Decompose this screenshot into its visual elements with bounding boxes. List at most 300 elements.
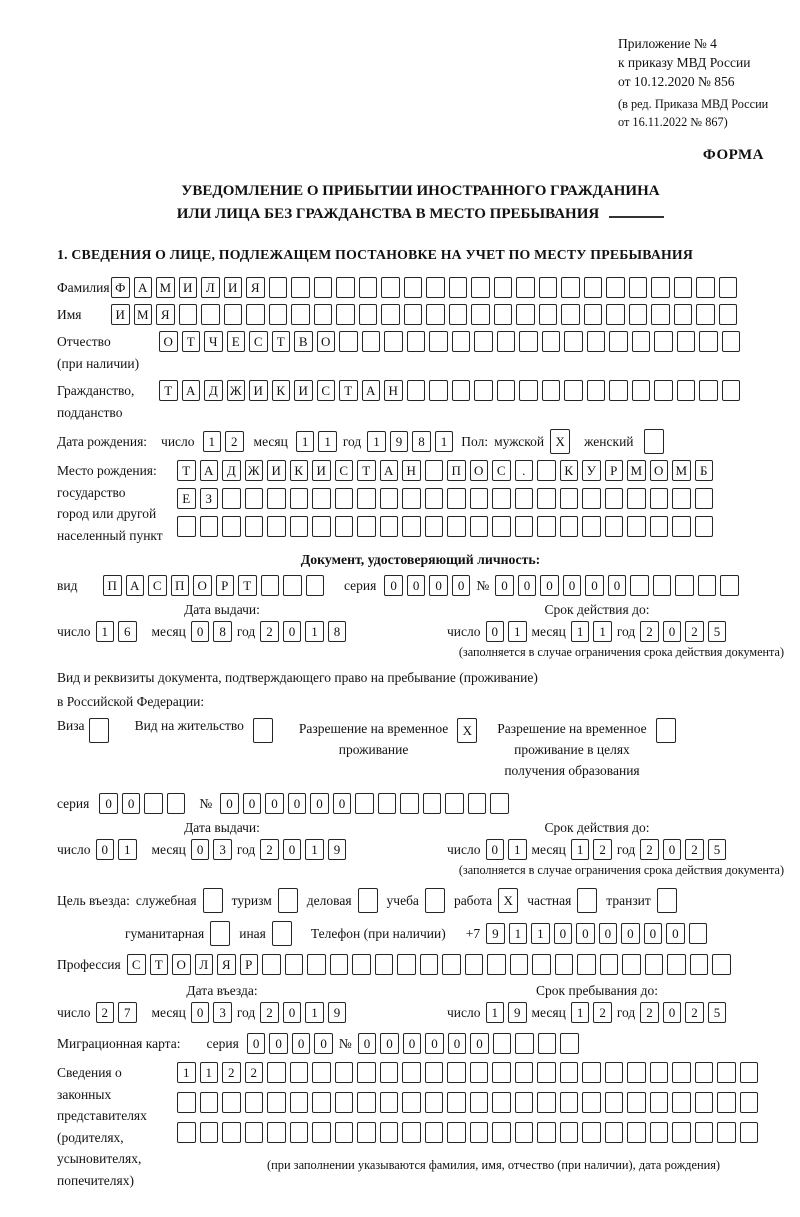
cell[interactable] bbox=[400, 793, 419, 814]
cell[interactable]: Я bbox=[217, 954, 236, 975]
cell[interactable] bbox=[203, 888, 223, 913]
cell[interactable]: И bbox=[179, 277, 198, 298]
cell[interactable]: 0 bbox=[663, 1002, 682, 1023]
purpose-other-checkbox[interactable] bbox=[272, 921, 292, 946]
cell[interactable]: 2 bbox=[225, 431, 244, 452]
cell[interactable]: Т bbox=[177, 460, 196, 481]
cell[interactable] bbox=[632, 380, 651, 401]
cell[interactable] bbox=[695, 1062, 714, 1083]
cell[interactable] bbox=[622, 954, 641, 975]
cell[interactable] bbox=[253, 718, 273, 743]
cell[interactable] bbox=[144, 793, 163, 814]
cell[interactable] bbox=[290, 488, 309, 509]
cell[interactable]: 0 bbox=[425, 1033, 444, 1054]
cell[interactable]: 0 bbox=[288, 793, 307, 814]
cell[interactable]: Р bbox=[216, 575, 235, 596]
cell[interactable]: X bbox=[498, 888, 518, 913]
cell[interactable]: 1 bbox=[367, 431, 386, 452]
cell[interactable] bbox=[447, 516, 466, 537]
birth-place-line3[interactable] bbox=[177, 516, 713, 537]
cell[interactable] bbox=[407, 380, 426, 401]
cell[interactable]: 2 bbox=[260, 1002, 279, 1023]
patronymic-input[interactable] bbox=[159, 331, 740, 352]
cell[interactable] bbox=[357, 1092, 376, 1113]
cell[interactable] bbox=[402, 1062, 421, 1083]
cell[interactable]: 0 bbox=[310, 793, 329, 814]
cell[interactable] bbox=[650, 1122, 669, 1143]
cell[interactable] bbox=[537, 516, 556, 537]
stay-day[interactable] bbox=[486, 1002, 527, 1023]
cell[interactable]: И bbox=[249, 380, 268, 401]
cell[interactable]: 1 bbox=[435, 431, 454, 452]
cell[interactable] bbox=[516, 277, 535, 298]
cell[interactable] bbox=[312, 1062, 331, 1083]
cell[interactable] bbox=[381, 277, 400, 298]
cell[interactable]: 0 bbox=[576, 923, 595, 944]
residence-permit-checkbox[interactable] bbox=[253, 718, 273, 743]
cell[interactable] bbox=[167, 793, 186, 814]
cell[interactable]: 0 bbox=[448, 1033, 467, 1054]
cell[interactable]: Л bbox=[195, 954, 214, 975]
cell[interactable] bbox=[267, 1092, 286, 1113]
purpose-tourism-checkbox[interactable] bbox=[278, 888, 298, 913]
cell[interactable] bbox=[582, 488, 601, 509]
cell[interactable] bbox=[560, 1092, 579, 1113]
cell[interactable] bbox=[222, 1092, 241, 1113]
cell[interactable] bbox=[487, 954, 506, 975]
edu-permit-checkbox[interactable] bbox=[656, 718, 676, 743]
birth-year-input[interactable] bbox=[367, 431, 453, 452]
cell[interactable]: 1 bbox=[200, 1062, 219, 1083]
cell[interactable]: 0 bbox=[283, 1002, 302, 1023]
cell[interactable] bbox=[267, 516, 286, 537]
cell[interactable] bbox=[362, 331, 381, 352]
cell[interactable] bbox=[380, 1062, 399, 1083]
cell[interactable] bbox=[629, 277, 648, 298]
cell[interactable]: 0 bbox=[122, 793, 141, 814]
cell[interactable]: Т bbox=[357, 460, 376, 481]
cell[interactable]: И bbox=[294, 380, 313, 401]
purpose-humanitarian-checkbox[interactable] bbox=[210, 921, 230, 946]
cell[interactable] bbox=[445, 793, 464, 814]
cell[interactable] bbox=[542, 331, 561, 352]
cell[interactable] bbox=[200, 1122, 219, 1143]
cell[interactable]: 8 bbox=[412, 431, 431, 452]
cell[interactable]: З bbox=[200, 488, 219, 509]
cell[interactable]: А bbox=[126, 575, 145, 596]
cell[interactable]: 0 bbox=[486, 839, 505, 860]
cell[interactable]: Т bbox=[159, 380, 178, 401]
cell[interactable] bbox=[425, 488, 444, 509]
cell[interactable]: 9 bbox=[486, 923, 505, 944]
cell[interactable]: 0 bbox=[495, 575, 514, 596]
cell[interactable]: 8 bbox=[213, 621, 232, 642]
cell[interactable] bbox=[378, 793, 397, 814]
cell[interactable] bbox=[582, 1062, 601, 1083]
cell[interactable]: 0 bbox=[486, 621, 505, 642]
residence-valid-month[interactable] bbox=[571, 839, 612, 860]
cell[interactable] bbox=[314, 304, 333, 325]
cell[interactable]: 1 bbox=[571, 1002, 590, 1023]
cell[interactable]: Д bbox=[204, 380, 223, 401]
cell[interactable] bbox=[306, 575, 325, 596]
cell[interactable] bbox=[447, 1092, 466, 1113]
surname-input[interactable] bbox=[111, 277, 737, 298]
cell[interactable] bbox=[515, 1033, 534, 1054]
cell[interactable]: 0 bbox=[283, 839, 302, 860]
cell[interactable]: К bbox=[290, 460, 309, 481]
purpose-work-checkbox[interactable] bbox=[498, 888, 518, 913]
cell[interactable]: Т bbox=[238, 575, 257, 596]
cell[interactable] bbox=[538, 1033, 557, 1054]
cell[interactable] bbox=[577, 888, 597, 913]
cell[interactable] bbox=[537, 460, 556, 481]
cell[interactable] bbox=[224, 304, 243, 325]
cell[interactable]: 2 bbox=[260, 839, 279, 860]
cell[interactable]: 2 bbox=[685, 839, 704, 860]
cell[interactable]: К bbox=[272, 380, 291, 401]
cell[interactable]: С bbox=[317, 380, 336, 401]
cell[interactable]: 9 bbox=[328, 839, 347, 860]
cell[interactable] bbox=[222, 488, 241, 509]
cell[interactable] bbox=[179, 304, 198, 325]
cell[interactable] bbox=[261, 575, 280, 596]
residence-valid-day[interactable] bbox=[486, 839, 527, 860]
cell[interactable] bbox=[471, 277, 490, 298]
cell[interactable]: Т bbox=[150, 954, 169, 975]
cell[interactable] bbox=[515, 488, 534, 509]
cell[interactable] bbox=[210, 921, 230, 946]
cell[interactable] bbox=[470, 1092, 489, 1113]
cell[interactable]: 0 bbox=[407, 575, 426, 596]
migration-number-input[interactable] bbox=[358, 1033, 579, 1054]
cell[interactable]: О bbox=[317, 331, 336, 352]
cell[interactable] bbox=[429, 331, 448, 352]
cell[interactable] bbox=[720, 575, 739, 596]
cell[interactable] bbox=[584, 277, 603, 298]
cell[interactable] bbox=[492, 488, 511, 509]
cell[interactable] bbox=[650, 1092, 669, 1113]
cell[interactable] bbox=[357, 488, 376, 509]
cell[interactable] bbox=[359, 304, 378, 325]
cell[interactable] bbox=[672, 1062, 691, 1083]
cell[interactable] bbox=[719, 277, 738, 298]
cell[interactable]: Т bbox=[182, 331, 201, 352]
cell[interactable] bbox=[717, 1062, 736, 1083]
cell[interactable] bbox=[357, 1062, 376, 1083]
cell[interactable] bbox=[645, 954, 664, 975]
cell[interactable]: 0 bbox=[429, 575, 448, 596]
cell[interactable] bbox=[650, 516, 669, 537]
cell[interactable] bbox=[352, 954, 371, 975]
cell[interactable] bbox=[699, 380, 718, 401]
cell[interactable]: Ф bbox=[111, 277, 130, 298]
cell[interactable] bbox=[380, 1122, 399, 1143]
cell[interactable]: О bbox=[650, 460, 669, 481]
purpose-study-checkbox[interactable] bbox=[425, 888, 445, 913]
cell[interactable]: 2 bbox=[96, 1002, 115, 1023]
cell[interactable] bbox=[290, 1122, 309, 1143]
visa-checkbox[interactable] bbox=[89, 718, 109, 743]
cell[interactable] bbox=[537, 1122, 556, 1143]
cell[interactable] bbox=[606, 277, 625, 298]
entry-year[interactable] bbox=[260, 1002, 346, 1023]
cell[interactable] bbox=[290, 516, 309, 537]
cell[interactable] bbox=[497, 380, 516, 401]
cell[interactable] bbox=[429, 380, 448, 401]
cell[interactable] bbox=[494, 277, 513, 298]
cell[interactable] bbox=[627, 1062, 646, 1083]
purpose-private-checkbox[interactable] bbox=[577, 888, 597, 913]
cell[interactable]: 9 bbox=[390, 431, 409, 452]
cell[interactable]: 2 bbox=[640, 621, 659, 642]
cell[interactable]: А bbox=[362, 380, 381, 401]
cell[interactable]: 0 bbox=[380, 1033, 399, 1054]
cell[interactable] bbox=[675, 575, 694, 596]
cell[interactable]: И bbox=[111, 304, 130, 325]
cell[interactable] bbox=[689, 923, 708, 944]
residence-series-input[interactable] bbox=[99, 793, 185, 814]
cell[interactable] bbox=[654, 331, 673, 352]
phone-input[interactable] bbox=[486, 923, 707, 944]
cell[interactable] bbox=[740, 1122, 759, 1143]
cell[interactable]: 2 bbox=[640, 1002, 659, 1023]
residence-issue-month[interactable] bbox=[191, 839, 232, 860]
cell[interactable]: 0 bbox=[563, 575, 582, 596]
cell[interactable]: 1 bbox=[305, 839, 324, 860]
cell[interactable]: 1 bbox=[296, 431, 315, 452]
cell[interactable] bbox=[542, 380, 561, 401]
doc-issue-month[interactable] bbox=[191, 621, 232, 642]
cell[interactable] bbox=[426, 304, 445, 325]
cell[interactable]: 0 bbox=[333, 793, 352, 814]
cell[interactable] bbox=[629, 304, 648, 325]
cell[interactable] bbox=[357, 516, 376, 537]
cell[interactable] bbox=[470, 488, 489, 509]
cell[interactable]: 0 bbox=[314, 1033, 333, 1054]
cell[interactable]: А bbox=[182, 380, 201, 401]
cell[interactable] bbox=[515, 1122, 534, 1143]
cell[interactable] bbox=[537, 488, 556, 509]
cell[interactable] bbox=[677, 331, 696, 352]
cell[interactable] bbox=[561, 304, 580, 325]
firstname-input[interactable] bbox=[111, 304, 737, 325]
cell[interactable] bbox=[605, 488, 624, 509]
cell[interactable] bbox=[600, 954, 619, 975]
cell[interactable] bbox=[582, 1122, 601, 1143]
cell[interactable]: 2 bbox=[685, 621, 704, 642]
stay-year[interactable] bbox=[640, 1002, 726, 1023]
cell[interactable] bbox=[380, 488, 399, 509]
cell[interactable] bbox=[582, 516, 601, 537]
doc-valid-day[interactable] bbox=[486, 621, 527, 642]
cell[interactable]: 1 bbox=[508, 839, 527, 860]
cell[interactable]: М bbox=[672, 460, 691, 481]
cell[interactable] bbox=[470, 1062, 489, 1083]
cell[interactable] bbox=[719, 304, 738, 325]
cell[interactable] bbox=[380, 516, 399, 537]
cell[interactable] bbox=[402, 516, 421, 537]
cell[interactable]: С bbox=[335, 460, 354, 481]
cell[interactable] bbox=[672, 516, 691, 537]
cell[interactable] bbox=[357, 1122, 376, 1143]
residence-issue-year[interactable] bbox=[260, 839, 346, 860]
cell[interactable] bbox=[699, 331, 718, 352]
cell[interactable] bbox=[177, 516, 196, 537]
cell[interactable] bbox=[470, 516, 489, 537]
cell[interactable] bbox=[402, 1092, 421, 1113]
cell[interactable] bbox=[312, 488, 331, 509]
cell[interactable]: И bbox=[312, 460, 331, 481]
sex-female-checkbox[interactable] bbox=[644, 429, 664, 454]
cell[interactable] bbox=[696, 277, 715, 298]
cell[interactable]: 3 bbox=[213, 839, 232, 860]
cell[interactable]: П bbox=[447, 460, 466, 481]
cell[interactable] bbox=[674, 277, 693, 298]
birth-place-line2[interactable] bbox=[177, 488, 713, 509]
cell[interactable]: 0 bbox=[608, 575, 627, 596]
birth-place-line1[interactable] bbox=[177, 460, 713, 481]
cell[interactable] bbox=[470, 1122, 489, 1143]
cell[interactable] bbox=[492, 1092, 511, 1113]
cell[interactable] bbox=[654, 380, 673, 401]
residence-number-input[interactable] bbox=[220, 793, 509, 814]
cell[interactable]: 7 bbox=[118, 1002, 137, 1023]
cell[interactable] bbox=[493, 1033, 512, 1054]
cell[interactable] bbox=[490, 793, 509, 814]
cell[interactable] bbox=[519, 331, 538, 352]
cell[interactable] bbox=[672, 1122, 691, 1143]
cell[interactable] bbox=[404, 304, 423, 325]
cell[interactable]: И bbox=[224, 277, 243, 298]
cell[interactable] bbox=[516, 304, 535, 325]
cell[interactable]: С bbox=[148, 575, 167, 596]
cell[interactable] bbox=[605, 1122, 624, 1143]
cell[interactable] bbox=[560, 1062, 579, 1083]
cell[interactable]: У bbox=[582, 460, 601, 481]
cell[interactable]: 6 bbox=[118, 621, 137, 642]
cell[interactable]: П bbox=[103, 575, 122, 596]
cell[interactable] bbox=[245, 1092, 264, 1113]
cell[interactable] bbox=[426, 277, 445, 298]
cell[interactable]: 5 bbox=[708, 839, 727, 860]
cell[interactable] bbox=[425, 888, 445, 913]
cell[interactable] bbox=[402, 1122, 421, 1143]
cell[interactable]: С bbox=[127, 954, 146, 975]
cell[interactable]: А bbox=[200, 460, 219, 481]
cell[interactable]: О bbox=[470, 460, 489, 481]
cell[interactable] bbox=[442, 954, 461, 975]
cell[interactable] bbox=[519, 380, 538, 401]
cell[interactable]: 0 bbox=[292, 1033, 311, 1054]
cell[interactable] bbox=[657, 888, 677, 913]
doc-valid-year[interactable] bbox=[640, 621, 726, 642]
cell[interactable]: 0 bbox=[269, 1033, 288, 1054]
cell[interactable] bbox=[269, 277, 288, 298]
cell[interactable] bbox=[262, 954, 281, 975]
cell[interactable]: М bbox=[156, 277, 175, 298]
cell[interactable] bbox=[605, 516, 624, 537]
cell[interactable]: 0 bbox=[220, 793, 239, 814]
cell[interactable] bbox=[606, 304, 625, 325]
cell[interactable] bbox=[420, 954, 439, 975]
cell[interactable] bbox=[290, 1092, 309, 1113]
cell[interactable] bbox=[335, 1092, 354, 1113]
cell[interactable]: 0 bbox=[599, 923, 618, 944]
cell[interactable]: 5 bbox=[708, 1002, 727, 1023]
cell[interactable] bbox=[609, 380, 628, 401]
cell[interactable] bbox=[222, 516, 241, 537]
cell[interactable] bbox=[465, 954, 484, 975]
cell[interactable] bbox=[291, 304, 310, 325]
cell[interactable] bbox=[651, 304, 670, 325]
cell[interactable] bbox=[722, 331, 741, 352]
cell[interactable] bbox=[425, 1062, 444, 1083]
cell[interactable]: Б bbox=[695, 460, 714, 481]
purpose-transit-checkbox[interactable] bbox=[657, 888, 677, 913]
cell[interactable] bbox=[587, 380, 606, 401]
cell[interactable]: Е bbox=[177, 488, 196, 509]
cell[interactable] bbox=[677, 380, 696, 401]
cell[interactable]: 8 bbox=[328, 621, 347, 642]
cell[interactable] bbox=[336, 304, 355, 325]
cell[interactable] bbox=[560, 1122, 579, 1143]
cell[interactable] bbox=[672, 488, 691, 509]
cell[interactable] bbox=[515, 1062, 534, 1083]
cell[interactable]: 0 bbox=[540, 575, 559, 596]
cell[interactable] bbox=[336, 277, 355, 298]
cell[interactable] bbox=[200, 516, 219, 537]
cell[interactable]: Ж bbox=[245, 460, 264, 481]
cell[interactable] bbox=[712, 954, 731, 975]
cell[interactable]: 1 bbox=[593, 621, 612, 642]
cell[interactable] bbox=[561, 277, 580, 298]
cell[interactable] bbox=[397, 954, 416, 975]
representatives-line1[interactable] bbox=[177, 1062, 758, 1083]
cell[interactable]: Л bbox=[201, 277, 220, 298]
cell[interactable] bbox=[423, 793, 442, 814]
cell[interactable] bbox=[695, 488, 714, 509]
cell[interactable] bbox=[425, 1092, 444, 1113]
cell[interactable]: М bbox=[134, 304, 153, 325]
cell[interactable] bbox=[267, 1062, 286, 1083]
cell[interactable]: 1 bbox=[177, 1062, 196, 1083]
cell[interactable] bbox=[497, 331, 516, 352]
cell[interactable] bbox=[492, 516, 511, 537]
cell[interactable]: 0 bbox=[518, 575, 537, 596]
cell[interactable] bbox=[627, 488, 646, 509]
cell[interactable] bbox=[695, 1122, 714, 1143]
cell[interactable]: 1 bbox=[305, 621, 324, 642]
cell[interactable]: О bbox=[193, 575, 212, 596]
residence-valid-year[interactable] bbox=[640, 839, 726, 860]
cell[interactable]: 0 bbox=[283, 621, 302, 642]
cell[interactable] bbox=[404, 277, 423, 298]
cell[interactable] bbox=[200, 1092, 219, 1113]
cell[interactable] bbox=[335, 488, 354, 509]
cell[interactable]: К bbox=[560, 460, 579, 481]
cell[interactable] bbox=[312, 1122, 331, 1143]
cell[interactable] bbox=[584, 304, 603, 325]
cell[interactable] bbox=[564, 331, 583, 352]
cell[interactable]: 2 bbox=[245, 1062, 264, 1083]
cell[interactable] bbox=[696, 304, 715, 325]
cell[interactable]: 0 bbox=[191, 621, 210, 642]
cell[interactable] bbox=[359, 277, 378, 298]
cell[interactable] bbox=[539, 304, 558, 325]
cell[interactable] bbox=[358, 888, 378, 913]
cell[interactable] bbox=[89, 718, 109, 743]
